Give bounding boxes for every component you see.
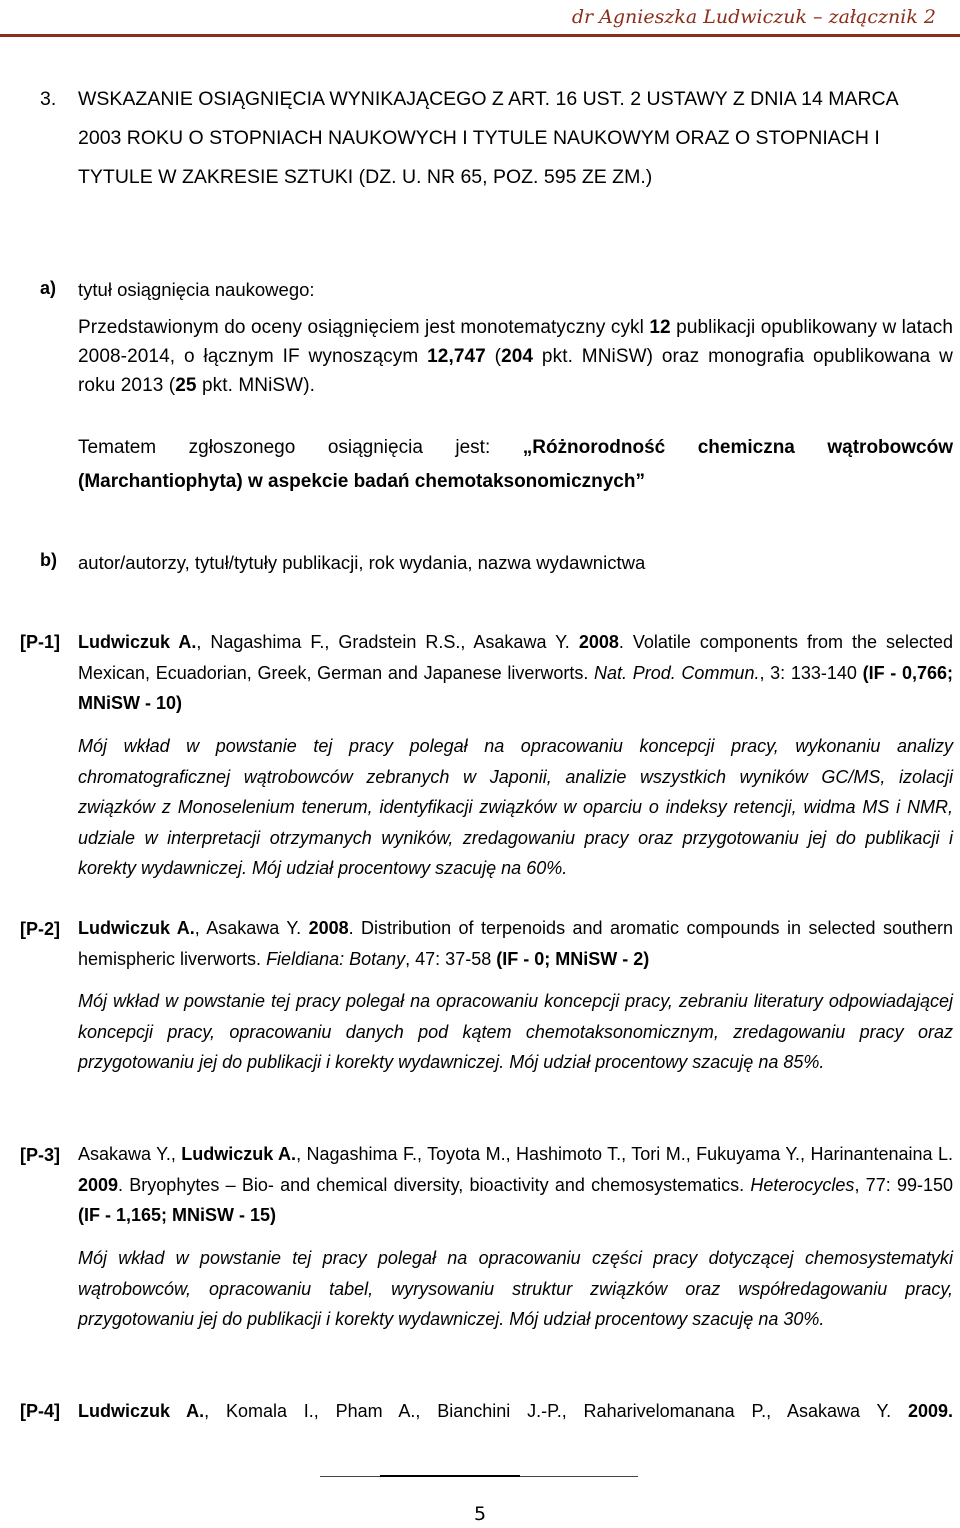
publication-reference — [78, 627, 953, 719]
section-heading-text: WSKAZANIE OSIĄGNIĘCIA WYNIKAJĄCEGO Z ART. 16 UST. 2 USTAWY Z DNIA 14 MARCA 2003 ROKU O STOPNIACH NAUKOWYCH I TYTULE NAUKOWYM ORAZ O STOPNIACH I TYTULE W ZAKRESIE SZTUKI (DZ. U. NR 65, POZ. 595 ZE ZM.) — [78, 88, 898, 188]
publication-tag: [P-3] — [20, 1145, 60, 1165]
part-a-title: tytuł osiągnięcia naukowego: — [78, 279, 315, 300]
year: 2008 — [578, 632, 619, 652]
text-run: ( — [485, 346, 502, 367]
text-run-bold: 25 — [175, 375, 197, 396]
author-highlight: Ludwiczuk A. — [78, 1401, 205, 1421]
text-run: pkt. MNiSW) oraz monografia opublikowana w roku 2013 ( — [78, 346, 953, 396]
text-run-bold: 12,747 — [427, 346, 486, 367]
text-run: , 47: 37-58 — [405, 948, 497, 969]
publication-contribution: Mój wkład w powstanie tej pracy polegał na opracowaniu koncepcji pracy, zebraniu literatury odpowiadającej koncepcji pracy, opracowaniu danych pod kątem chemotaksonomicznym, zredagowaniu pracy oraz przygotowaniu jej do publikacji i korekty wydawniczej. Mój udział procentowy szacuję na 85%. — [78, 991, 953, 1072]
text-run: . Bryophytes – Bio- and chemical diversity, bioactivity and chemosystematics. — [118, 1174, 751, 1195]
text-run-bold: 12 — [649, 317, 671, 338]
text-run: , 3: 133-140 — [759, 662, 863, 683]
author-highlight: Ludwiczuk A. — [78, 632, 197, 652]
section-number: 3. — [40, 88, 57, 110]
metrics: (IF - 0,766; MNiSW - 10) — [78, 662, 954, 713]
text-run: Asakawa Y., — [78, 1144, 182, 1164]
author-highlight: Ludwiczuk A. — [78, 918, 195, 938]
part-a-paragraph-2 — [78, 431, 953, 499]
publication-tag: [P-4] — [20, 1401, 60, 1421]
text-run: . Distribution of terpenoids and aromatic compounds in selected southern hemispheric liverworts. — [78, 918, 953, 969]
publication-tag: [P-1] — [20, 632, 60, 652]
year: 2009 — [78, 1174, 119, 1195]
text-run: , Nagashima F., Gradstein R.S., Asakawa Y. — [196, 632, 579, 652]
publication-reference — [78, 913, 953, 974]
publication-contribution: Mój wkład w powstanie tej pracy polegał na opracowaniu części pracy dotyczącej chemosystematyki wątrobowców, opracowaniu tabel, wyrysowaniu struktur związków oraz współredagowaniu pracy, przygotowaniu jej do publikacji i korekty wydawniczej. Mój udział procentowy szacuję na 30%. — [78, 1248, 953, 1329]
text-run: , Asakawa Y. — [194, 918, 309, 938]
text-run-bold: 204 — [501, 346, 534, 367]
header-rule — [0, 34, 960, 37]
year: 2009. — [907, 1401, 953, 1421]
part-a-label: a) — [40, 278, 57, 298]
journal: Heterocycles — [750, 1174, 855, 1195]
journal: Fieldiana: Botany — [266, 948, 406, 969]
achievement-title: „Różnorodność chemiczna wątrobowców (Marchantiophyta) w aspekcie badań chemotaksonomicznych” — [78, 437, 953, 492]
text-run: , 77: 99-150 — [854, 1174, 953, 1195]
text-run: Tematem zgłoszonego osiągnięcia jest: — [78, 437, 523, 458]
part-a-paragraph-1 — [78, 313, 953, 400]
part-b-label: b) — [40, 550, 57, 570]
text-run: publikacji opublikowany w latach 2008-2014, o łącznym IF wynoszącym — [78, 317, 953, 367]
metrics: (IF - 1,165; MNiSW - 15) — [78, 1205, 277, 1225]
footer-rule-accent — [380, 1475, 520, 1477]
part-b-title: autor/autorzy, tytuł/tytuły publikacji, rok wydania, nazwa wydawnictwa — [78, 552, 646, 573]
text-run: , Nagashima F., Toyota M., Hashimoto T., Tori M., Fukuyama Y., Harinantenaina L. — [296, 1144, 953, 1164]
journal: Nat. Prod. Commun. — [594, 662, 760, 683]
metrics: (IF - 0; MNiSW - 2) — [496, 948, 650, 969]
publication-tag: [P-2] — [20, 919, 60, 939]
author-highlight: Ludwiczuk A. — [181, 1144, 297, 1164]
text-run: . Volatile components from the selected Mexican, Ecuadorian, Greek, German and Japanese liverworts. — [78, 632, 953, 683]
page-header: dr Agnieszka Ludwiczuk – załącznik 2 — [571, 6, 936, 28]
year: 2008 — [308, 918, 349, 938]
publication-contribution: Mój wkład w powstanie tej pracy polegał na opracowaniu koncepcji pracy, wykonaniu analizy chromatograficznej wątrobowców zebranych w Japonii, analizie wszystkich wyników GC/MS, izolacji związków z Monoselenium tenerum, identyfikacji związków w oparciu o indeksy retencji, widma MS i NMR, udziale w interpretacji otrzymanych wyników, zredagowaniu pracy oraz przygotowaniu jej do publikacji i korekty wydawniczej. Mój udział procentowy szacuję na 60%. — [78, 736, 953, 878]
page-number: 5 — [473, 1503, 487, 1525]
text-run: , Komala I., Pham A., Bianchini J.-P., Raharivelomanana P., Asakawa Y. — [204, 1401, 908, 1421]
text-run: Przedstawionym do oceny osiągnięciem jest monotematyczny cykl — [78, 317, 650, 338]
publication-reference — [78, 1396, 953, 1427]
text-run: pkt. MNiSW). — [196, 375, 316, 396]
publication-reference — [78, 1139, 953, 1231]
